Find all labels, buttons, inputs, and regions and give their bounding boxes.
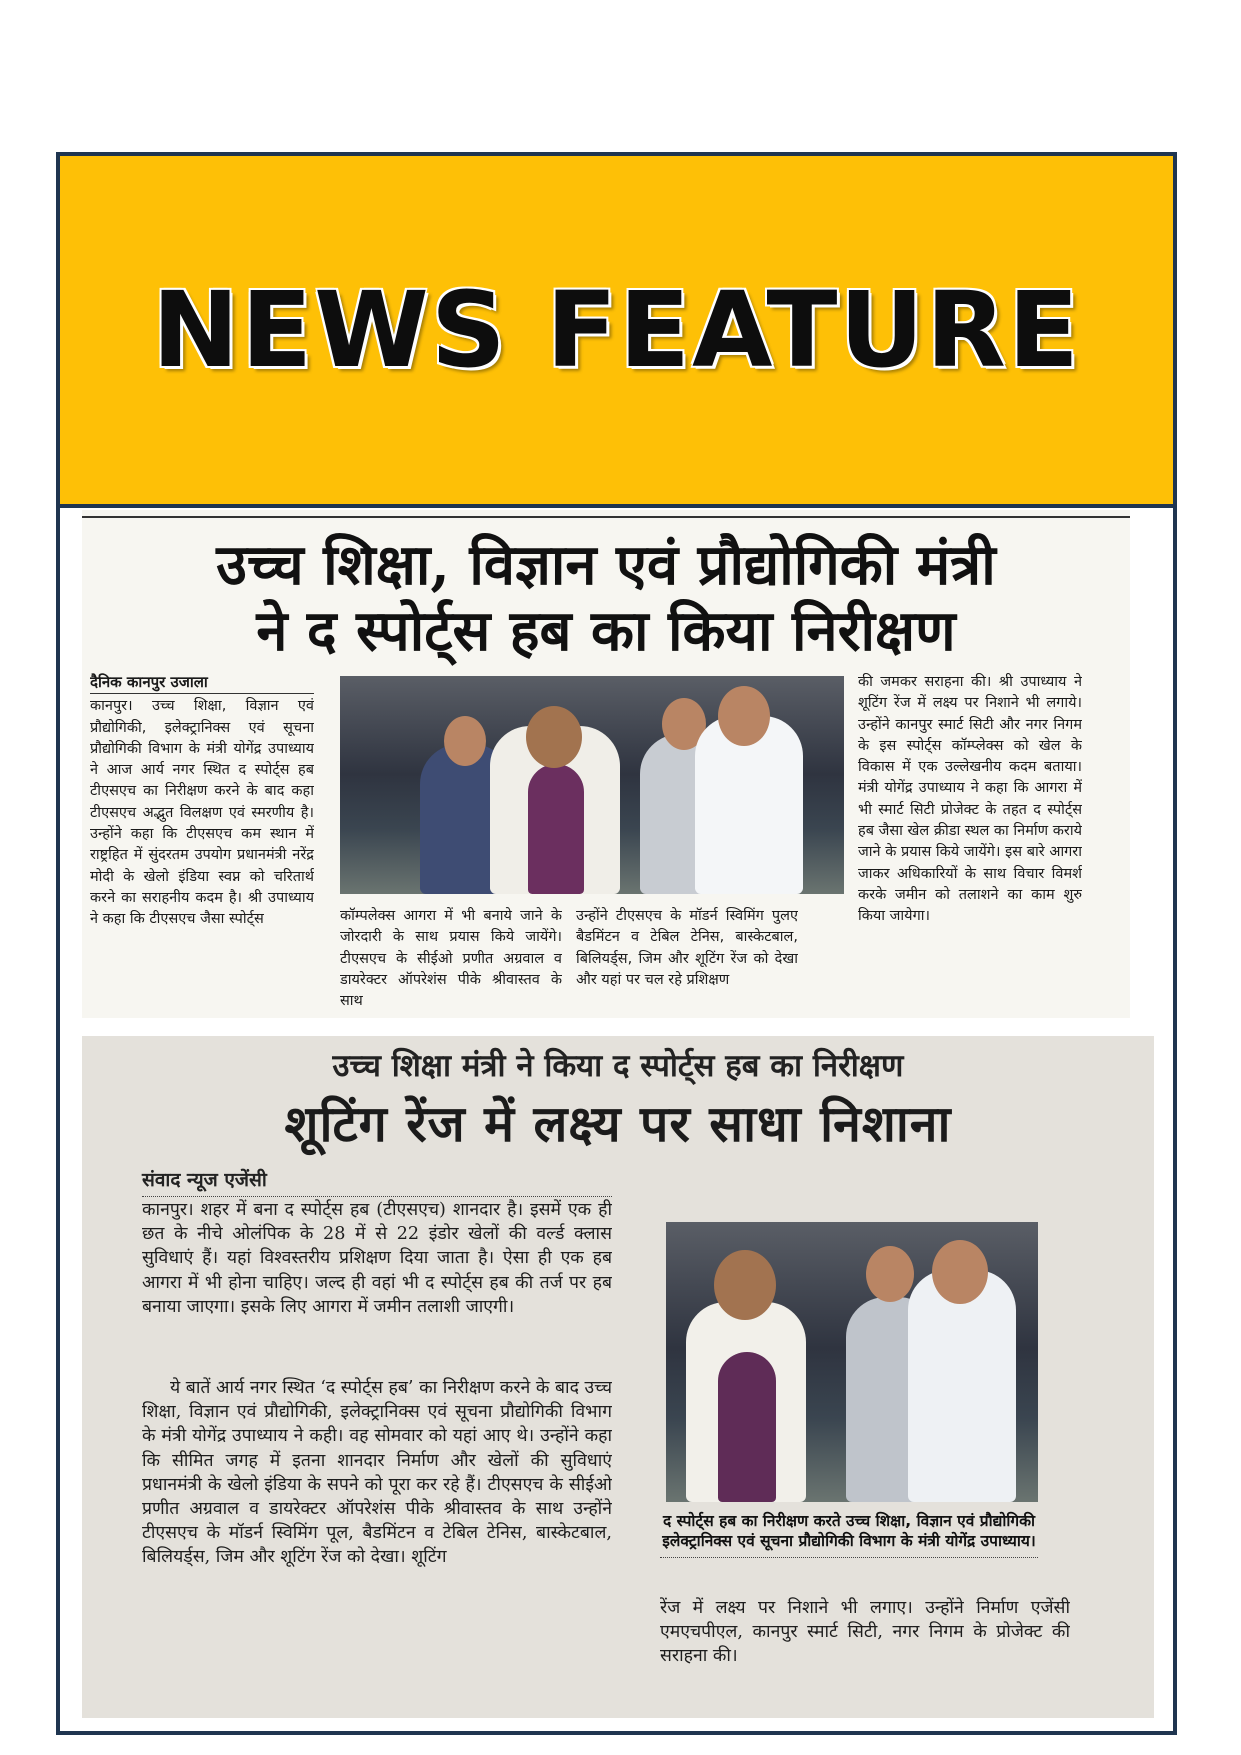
photo-person	[908, 1270, 1016, 1502]
photo-minister-head	[526, 706, 582, 768]
clipping1-column-1	[90, 672, 314, 1016]
photo-person-head	[444, 716, 486, 766]
clipping2-paragraph-2	[142, 1376, 612, 1716]
photo-minister-head	[714, 1250, 776, 1320]
newspaper-clipping-1	[82, 510, 1130, 1018]
clipping2-headline: शूटिंग रेंज में लक्ष्य पर साधा निशाना	[284, 1094, 952, 1153]
clipping2-paragraph-3	[660, 1596, 1070, 1716]
newspaper-clipping-2	[82, 1036, 1154, 1718]
clipping2-paragraph-1	[142, 1198, 612, 1370]
photo-caption: द स्पोर्ट्स हब का निरीक्षण करते उच्च शिक्षा, विज्ञान एवं प्रौद्योगिकी इलेक्ट्रानिक्स एवं सूचना प्रौद्योगिकी विभाग के मंत्री योगेंद्र उपाध्याय।	[660, 1511, 1038, 1558]
clipping1-headline	[82, 532, 1130, 664]
photo-person-head	[932, 1240, 988, 1304]
photo-minister-kurta	[718, 1352, 776, 1502]
feature-frame	[56, 152, 1177, 1735]
clipping2-kicker: उच्च शिक्षा मंत्री ने किया द स्पोर्ट्स हब का निरीक्षण	[332, 1048, 904, 1084]
news-feature-banner	[60, 156, 1173, 508]
column-2-text: कॉम्पलेक्स आगरा में भी बनाये जाने के जोरदारी के साथ प्रयास किये जायेंगे। टीएसएच के सीईओ प्रणीत अग्रवाल व डायरेक्टर ऑपरेशंस पीके श्रीवास्तव के साथ	[340, 908, 562, 1010]
top-rule	[82, 516, 1130, 518]
agency-byline: संवाद न्यूज एजेंसी	[142, 1166, 612, 1197]
byline: दैनिक कानपुर उजाला	[90, 672, 314, 694]
photo-person-head	[866, 1246, 914, 1302]
clipping1-column-2	[340, 906, 562, 1016]
paragraph-1-text: कानपुर। शहर में बना द स्पोर्ट्स हब (टीएसएच) शानदार है। इसमें एक ही छत के नीचे ओलंपिक के 28 में से 22 इंडोर खेलों की वर्ल्ड क्लास सुविधाएं हैं। यहां विश्वस्तरीय प्रशिक्षण दिया जाता है। ऐसा ही एक हब आगरा में भी होना चाहिए। जल्द ही वहां भी द स्पोर्ट्स हब की तर्ज पर हब बनाया जाएगा। इसके लिए आगरा में जमीन तलाशी जाएगी।	[142, 1200, 612, 1317]
clipping1-column-4	[858, 672, 1082, 1016]
paragraph-3-text: रेंज में लक्ष्य पर निशाने भी लगाए। उन्होंने निर्माण एजेंसी एमएचपीएल, कानपुर स्मार्ट सिटी, नगर निगम के प्रोजेक्ट की सराहना की।	[660, 1598, 1070, 1667]
paragraph-2-text: ये बातें आर्य नगर स्थित ‘द स्पोर्ट्स हब’ का निरीक्षण करने के बाद उच्च शिक्षा, विज्ञान एवं प्रौद्योगिकी, इलेक्ट्रानिक्स एवं सूचना प्रौद्योगिकी विभाग के मंत्री योगेंद्र उपाध्याय ने कही। वह सोमवार को यहां आए थे। उन्होंने कहा कि सीमित जगह में इतना शानदार निर्माण और खेलों की सुविधाएं प्रधानमंत्री के खेलो इंडिया के सपने को पूरा कर रहे हैं। टीएसएच के सीईओ प्रणीत अग्रवाल व डायरेक्टर ऑपरेशंस पीके श्रीवास्तव के साथ उन्होंने टीएसएच के मॉडर्न स्विमिंग पूल, बैडमिंटन व टेबिल टेनिस, बास्केटबाल, बिलियर्ड्स, जिम और शूटिंग रेंज को देखा। शूटिंग	[142, 1378, 612, 1568]
column-3-text: उन्होंने टीएसएच के मॉडर्न स्विमिंग पुलए बैडमिंटन व टेबिल टेनिस, बास्केटबाल, बिलियर्ड्स, जिम और शूटिंग रेंज को देखा और यहां पर चल रहे प्रशिक्षण	[576, 908, 798, 988]
headline-line-2: ने द स्पोर्ट्स हब का किया निरीक्षण	[256, 598, 956, 664]
headline-line-1: उच्च शिक्षा, विज्ञान एवं प्रौद्योगिकी मंत्री	[216, 532, 996, 598]
column-1-text: कानपुर। उच्च शिक्षा, विज्ञान एवं प्रौद्योगिकी, इलेक्ट्रानिक्स एवं सूचना प्रौद्योगिकी विभाग के मंत्री योगेंद्र उपाध्याय ने आज आर्य नगर स्थित द स्पोर्ट्स हब टीएसएच का निरीक्षण करने के बाद कहा टीएसएच अद्भुत विलक्षण एवं स्मरणीय है। उन्होंने कहा कि टीएसएच कम स्थान में राष्ट्रहित में सुंदरतम उपयोग प्रधानमंत्री नरेंद्र मोदी के खेलो इंडिया स्वप्न को चरितार्थ करने का सराहनीय कदम है। श्री उपाध्याय ने कहा कि टीएसएच जैसा स्पोर्ट्स	[90, 698, 314, 928]
photo-minister-kurta	[528, 764, 584, 894]
photo-person-head	[718, 686, 770, 746]
minister-inspection-photo-2	[666, 1222, 1038, 1502]
column-4-text: की जमकर सराहना की। श्री उपाध्याय ने शूटिंग रेंज में लक्ष्य पर निशाने भी लगाये। उन्होंने कानपुर स्मार्ट सिटी और नगर निगम के इस स्पोर्ट्स कॉम्प्लेक्स को खेल के विकास में एक उल्लेखनीय कदम बताया। मंत्री योगेंद्र उपाध्याय ने कहा कि आगरा में भी स्मार्ट सिटी प्रोजेक्ट के तहत द स्पोर्ट्स हब जैसा खेल क्रीडा स्थल का निर्माण कराये जाने के प्रयास किये जायेंगे। इस बारे आगरा जाकर अधिकारियों के साथ विचार विमर्श करके जमीन को तलाशने का काम शुरु किया जायेगा।	[858, 674, 1082, 925]
clipping1-column-3	[576, 906, 798, 1016]
banner-title: NEWS FEATURE	[152, 269, 1081, 391]
minister-inspection-photo-1	[340, 676, 844, 894]
